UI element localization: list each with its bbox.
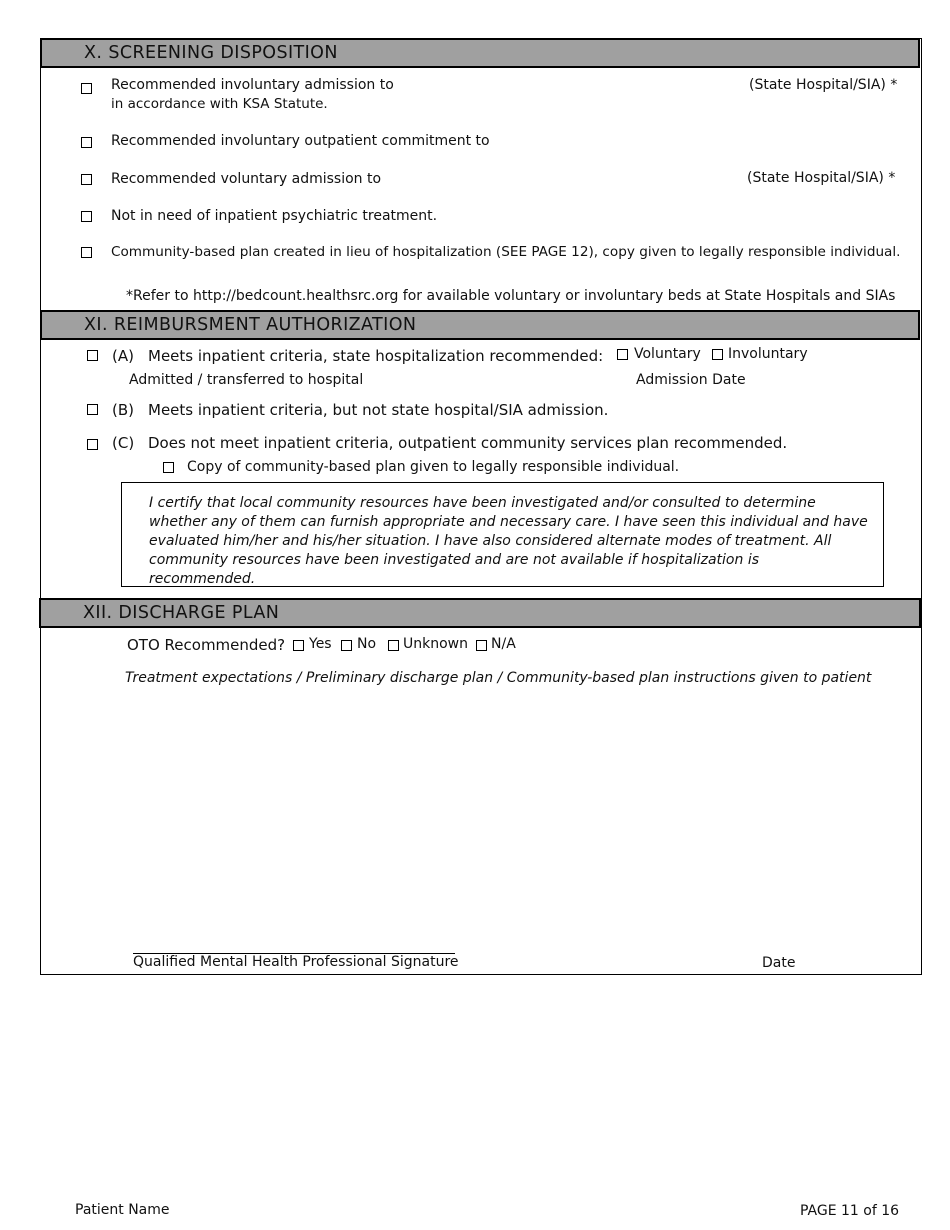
treatment-expectations-label: Treatment expectations / Preliminary discharge plan / Community-based plan instructions given to patient [125,670,872,686]
patient-name-label: Patient Name [75,1202,170,1218]
not-in-need-checkbox[interactable] [81,211,92,222]
option-b-label: Meets inpatient criteria, but not state hospital/SIA admission. [148,401,609,419]
certification-text: I certify that local community resources have been investigated and/or consulted to determine whether any of them can furnish appropriate and necessary care. I have seen this individual and have evaluated him/her and his/her situation. I have also considered alternate modes of treatment. All community resources have been investigated and are not available if hospitalization is recommended. [149,495,868,587]
copy-plan-checkbox[interactable] [163,462,174,473]
voluntary-admission-suffix: (State Hospital/SIA) * [747,170,896,186]
oto-no-checkbox[interactable] [341,640,352,651]
voluntary-admission-label: Recommended voluntary admission to [111,171,382,187]
option-b-letter: (B) [112,401,134,419]
signature-label: Qualified Mental Health Professional Signature [133,954,459,970]
oto-no-label: No [357,636,377,652]
oto-na-checkbox[interactable] [476,640,487,651]
section-xi-header [40,310,920,340]
copy-plan-label: Copy of community-based plan given to legally responsible individual. [187,459,680,475]
option-c-checkbox[interactable] [87,439,98,450]
option-c-letter: (C) [112,434,135,452]
section-xii-header [39,598,921,628]
oto-na-label: N/A [491,636,516,652]
certification-box [121,482,884,587]
bedcount-note: *Refer to http://bedcount.healthsrc.org for available voluntary or involuntary beds at State Hospitals and SIAs [126,288,896,304]
oto-unknown-checkbox[interactable] [388,640,399,651]
page-number: PAGE 11 of 16 [800,1203,900,1219]
outpatient-commitment-checkbox[interactable] [81,137,92,148]
date-label: Date [762,955,796,971]
section-xi-title: XI. REIMBURSMENT AUTHORIZATION [84,315,417,335]
not-in-need-label: Not in need of inpatient psychiatric treatment. [111,208,438,224]
involuntary-admission-line2: in accordance with KSA Statute. [111,96,328,112]
option-a-label: Meets inpatient criteria, state hospitalization recommended: [148,347,604,365]
involuntary-admission-checkbox[interactable] [81,83,92,94]
admission-date-label: Admission Date [636,372,746,388]
option-c-label: Does not meet inpatient criteria, outpatient community services plan recommended. [148,434,788,452]
voluntary-checkbox[interactable] [617,349,628,360]
oto-recommended-label: OTO Recommended? [127,636,286,654]
option-b-checkbox[interactable] [87,404,98,415]
involuntary-label: Involuntary [728,346,808,362]
admitted-hospital-label: Admitted / transferred to hospital [129,372,364,388]
section-xii-title: XII. DISCHARGE PLAN [83,603,280,623]
oto-yes-label: Yes [309,636,332,652]
community-plan-label: Community-based plan created in lieu of hospitalization (SEE PAGE 12), copy given to legally responsible individual. [111,244,901,260]
option-a-letter: (A) [112,347,134,365]
section-x-title: X. SCREENING DISPOSITION [84,43,338,63]
voluntary-label: Voluntary [634,346,701,362]
involuntary-admission-suffix: (State Hospital/SIA) * [749,77,898,93]
community-plan-checkbox[interactable] [81,247,92,258]
voluntary-admission-checkbox[interactable] [81,174,92,185]
outpatient-commitment-label: Recommended involuntary outpatient commitment to [111,133,490,149]
oto-unknown-label: Unknown [403,636,468,652]
section-x-header [40,38,920,68]
involuntary-checkbox[interactable] [712,349,723,360]
oto-yes-checkbox[interactable] [293,640,304,651]
option-a-checkbox[interactable] [87,350,98,361]
involuntary-admission-label: Recommended involuntary admission to [111,77,394,93]
